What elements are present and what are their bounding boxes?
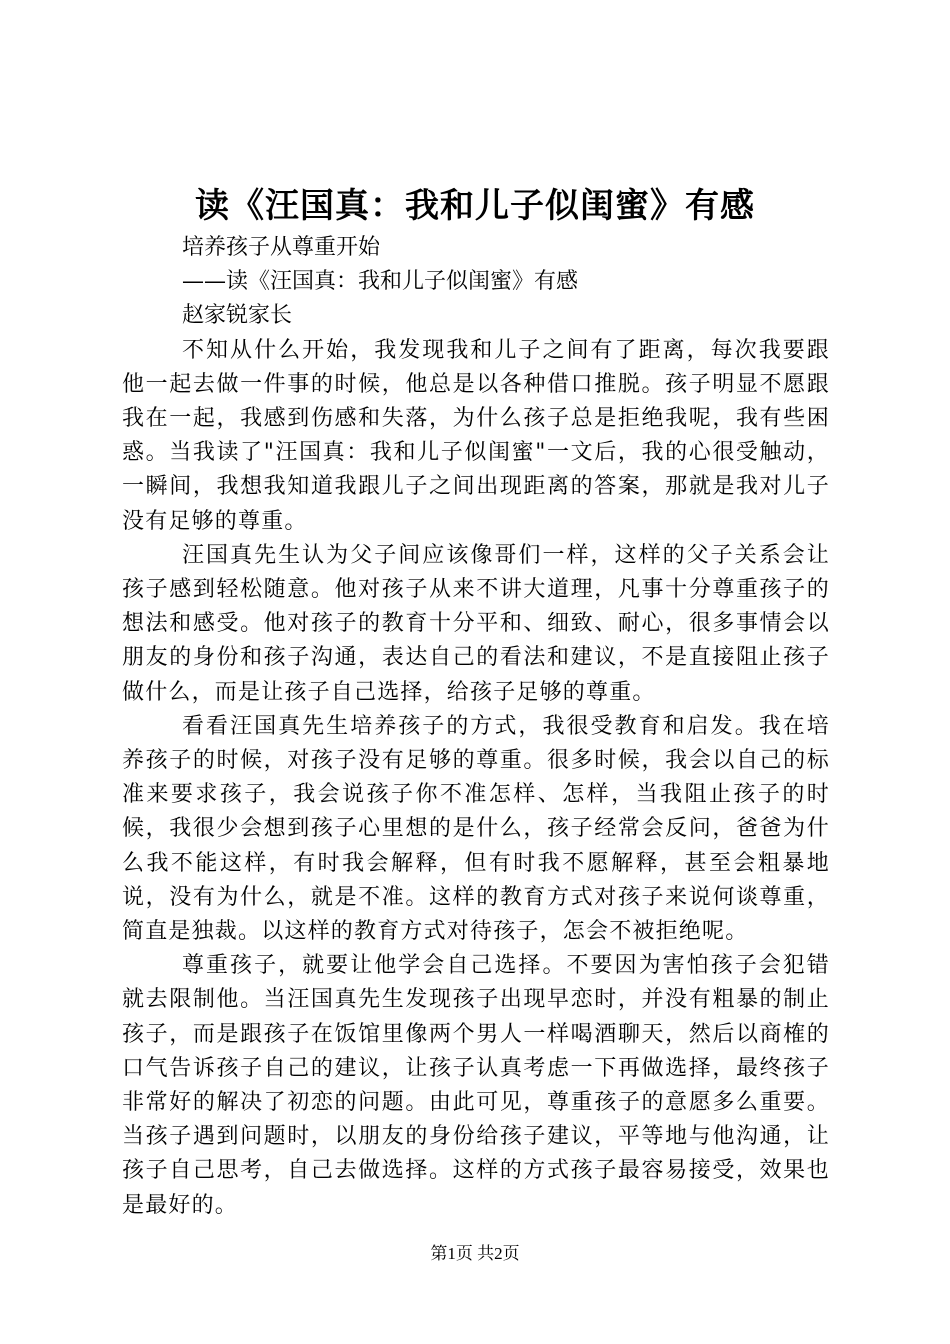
author-line: 赵家锐家长 — [182, 303, 293, 329]
page-number-footer: 第1页 共2页 — [430, 1244, 520, 1263]
subtitle-reading-note: ——读《汪国真：我和儿子似闺蜜》有感 — [182, 269, 579, 295]
paragraph: 尊重孩子，就要让他学会自己选择。不要因为害怕孩子会犯错就去限制他。当汪国真先生发现孩子出现早恋时，并没有粗暴的制止孩子，而是跟孩子在饭馆里像两个男人一样喝酒聊天，然后以商榷的口气告诉孩子自己的建议，让孩子认真考虑一下再做选择，最终孩子非常好的解决了初恋的问题。由此可见，尊重孩子的意愿多么重要。当孩子遇到问题时，以朋友的身份给孩子建议，平等地与他沟通，让孩子自己思考，自己去做选择。这样的方式孩子最容易接受，效果也是最好的。 — [122, 953, 830, 1218]
document-body — [122, 231, 830, 1223]
subtitle: 培养孩子从尊重开始 — [182, 235, 381, 260]
paragraph: 汪国真先生认为父子间应该像哥们一样，这样的父子关系会让孩子感到轻松随意。他对孩子从来不讲大道理，凡事十分尊重孩子的想法和感受。他对孩子的教育十分平和、细致、耐心，很多事情会以朋友的身份和孩子沟通，表达自己的看法和建议，不是直接阻止孩子做什么，而是让孩子自己选择，给孩子足够的尊重。 — [122, 542, 830, 705]
document-title: 读《汪国真：我和儿子似闺蜜》有感 — [195, 186, 755, 226]
paragraph: 看看汪国真先生培养孩子的方式，我很受教育和启发。我在培养孩子的时候，对孩子没有足够的尊重。很多时候，我会以自己的标准来要求孩子，我会说孩子你不准怎样、怎样，当我阻止孩子的时候，我很少会想到孩子心里想的是什么，孩子经常会反问，爸爸为什么我不能这样，有时我会解释，但有时我不愿解释，甚至会粗暴地说，没有为什么，就是不准。这样的教育方式对孩子来说何谈尊重，简直是独裁。以这样的教育方式对待孩子，怎会不被拒绝呢。 — [122, 713, 830, 945]
paragraph: 不知从什么开始，我发现我和儿子之间有了距离，每次我要跟他一起去做一件事的时候，他总是以各种借口推脱。孩子明显不愿跟我在一起，我感到伤感和失落，为什么孩子总是拒绝我呢，我有些困惑。当我读了"汪国真：我和儿子似闺蜜"一文后，我的心很受触动，一瞬间，我想我知道我跟儿子之间出现距离的答案，那就是我对儿子没有足够的尊重。 — [122, 337, 830, 534]
